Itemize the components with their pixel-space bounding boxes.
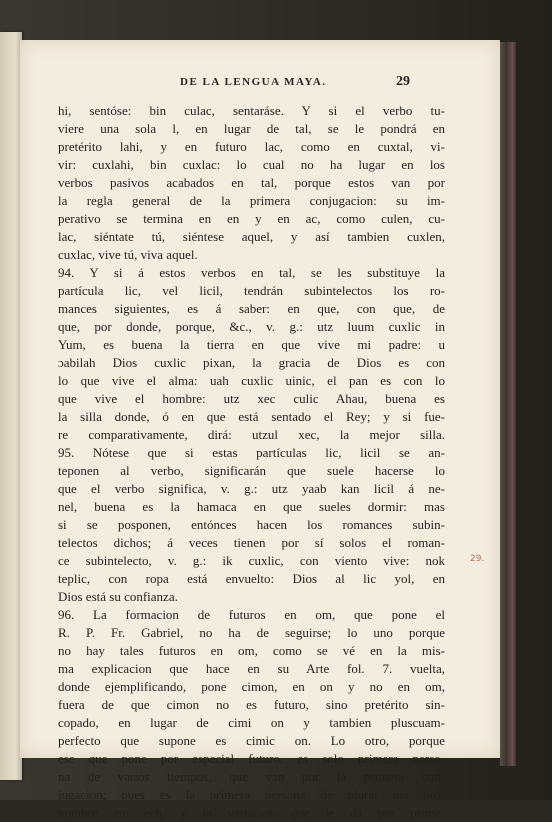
text-line: Yum, es buena la tierra en que vive mi padre: u — [58, 337, 445, 352]
text-line: cuxlac, vive tú, viva aquel. — [58, 247, 198, 262]
text-line: 94. Y si á estos verbos en tal, se les substituye la — [58, 265, 445, 280]
text-line: no hay tales futuros en om, como se vé en la mis- — [58, 643, 445, 658]
text-line: Dios está su confianza. — [58, 589, 178, 604]
text-line: ese que pone por especial futuro, es solo primera perso- — [58, 751, 445, 766]
book-page — [20, 40, 500, 820]
body-text — [58, 102, 445, 822]
text-line: que, por donde, porque, &c., v. g.: utz luum cuxlic in — [58, 319, 445, 334]
text-line: ce subintelecto, v. g.: ik cuxlic, con viento vive: nok — [58, 553, 445, 568]
text-line: ɔabilah Dios cuxlic pixan, la gracia de Dios es con — [58, 355, 445, 370]
text-line: perfecto que supone es cimic on. Lo otro, porque — [58, 733, 445, 748]
margin-annotation: 29. — [470, 554, 485, 564]
text-line: lo que vive el alma: uah cuxlic uinic, el pan es con lo — [58, 373, 445, 388]
text-line: fuera de que cimon no es futuro, sino pretérito sin- — [58, 697, 445, 712]
text-line: ma explicacion que hace en su Arte fol. 7. vuelta, — [58, 661, 445, 676]
text-line: jugacion; pues es la primera persona de plural del pro- — [58, 787, 445, 802]
text-line: que el verbo significa, v. g.: utz yaab kan licil á ne- — [58, 481, 445, 496]
text-line: copado, en lugar de cimi on y tambien pluscuam- — [58, 715, 445, 730]
text-line: que vive el hombre: utz xec culic Ahau, buena es — [58, 391, 445, 406]
book-fore-edge — [500, 42, 516, 766]
text-line: 96. La formacion de futuros en om, que pone el — [58, 607, 445, 622]
text-line: na de varios tiempos, que van por la primera con- — [58, 769, 445, 784]
running-head — [20, 74, 500, 94]
text-line: 95. Nótese que si estas partículas lic, licil se an- — [58, 445, 445, 460]
text-line: partícula lic, vel licil, tendrán subintelectos los ro- — [58, 283, 445, 298]
text-line: nombre en, ech, y la variacion que le dá por prime- — [58, 805, 445, 820]
text-line: vir: cuxlahi, bin cuxlac: lo cual no ha lugar en los — [58, 157, 445, 172]
text-line: la regla general de la primera conjugacion: su im- — [58, 193, 445, 208]
text-line: viere una sola l, en lugar de tal, se le pondrá en — [58, 121, 445, 136]
text-line: hi, sentóse: bin culac, sentaráse. Y si el verbo tu- — [58, 103, 445, 118]
text-line: telectos dichos; á veces tienen por sí solos el roman- — [58, 535, 445, 550]
text-line: lac, siéntate tú, siéntese aquel, y así tambien cuxlen, — [58, 229, 445, 244]
running-title: DE LA LENGUA MAYA. — [180, 76, 327, 88]
text-line: mances siguientes, es á saber: en que, con que, de — [58, 301, 445, 316]
previous-page-edge — [0, 32, 22, 780]
text-line: pretérito lahi, y en futuro lac, como en cuxtal, vi- — [58, 139, 445, 154]
text-line: donde ejemplificando, pone cimon, en on y no en om, — [58, 679, 445, 694]
text-line: R. P. Fr. Gabriel, no ha de seguirse; lo uno porque — [58, 625, 445, 640]
text-line: verbos pasivos acabados en tal, porque estos van por — [58, 175, 445, 190]
text-line: teplic, con ropa está envuelto: Dios al lic yol, en — [58, 571, 445, 586]
text-line: la silla donde, ó en que está sentado el Rey; y si fue- — [58, 409, 445, 424]
text-line: si se posponen, entónces hacen los romances subin- — [58, 517, 445, 532]
page-number: 29 — [396, 74, 410, 89]
text-line: perativo se termina en en y en ac, como culen, cu- — [58, 211, 445, 226]
text-line: nel, buena es la hamaca en que sueles dormir: mas — [58, 499, 445, 514]
text-line: teponen al verbo, significarán que suele hacerse lo — [58, 463, 445, 478]
text-line: re comparativamente, dirá: utzul xec, la mejor silla. — [58, 427, 445, 442]
